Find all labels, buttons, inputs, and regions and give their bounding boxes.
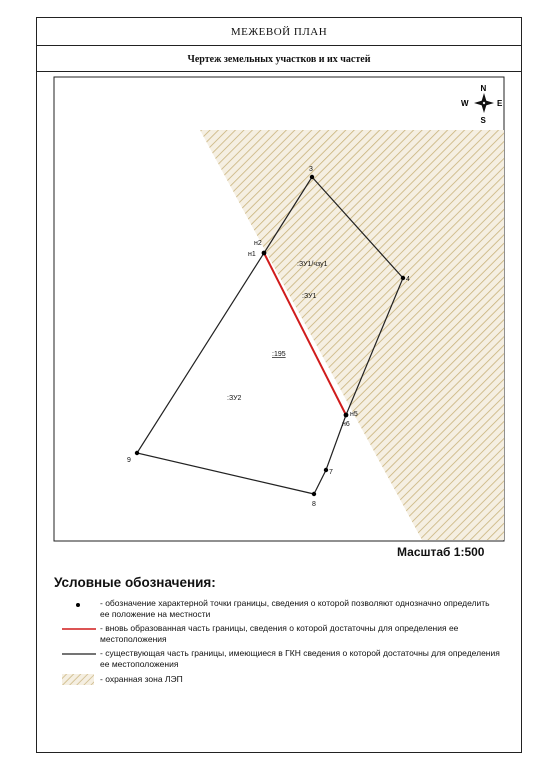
point-label-7: 7 — [329, 469, 333, 476]
parcel-label-zu1-chzu1: :ЗУ1/чзу1 — [297, 261, 328, 268]
compass-n: N — [480, 84, 487, 93]
legend-text-black-line: - существующая часть границы, имеющиеся в ГКН сведения о которой достаточны для определения ее местоположения — [100, 648, 500, 669]
point-7 — [324, 468, 328, 472]
point-label-n6: н6 — [342, 421, 350, 428]
legend-item-red-line — [60, 623, 500, 647]
legend-hatch-icon — [60, 673, 96, 687]
parcel-label-zu2: :ЗУ2 — [227, 395, 242, 402]
point-label-n2: н2 — [254, 240, 262, 247]
legend-red-line-icon — [60, 623, 96, 645]
legend-item-black-line — [60, 648, 500, 672]
point-label-n1: н1 — [248, 251, 256, 258]
point-n1-n2 — [262, 251, 267, 256]
point-9 — [135, 451, 139, 455]
legend-text-hatch: - охранная зона ЛЭП — [100, 674, 183, 684]
scale-label: Масштаб 1:500 — [397, 545, 485, 559]
point-label-3: 3 — [309, 166, 313, 173]
legend-item-hatch — [60, 673, 500, 689]
compass-s: S — [480, 116, 486, 125]
compass-w: W — [461, 99, 469, 108]
parcel-label-zu1: :ЗУ1 — [302, 293, 317, 300]
point-label-9: 9 — [127, 457, 131, 464]
legend-text-red-line: - вновь образованная часть границы, сведения о которой достаточны для определения ее местоположения — [100, 623, 459, 644]
sheet-title: МЕЖЕВОЙ ПЛАН — [36, 17, 522, 46]
legend-black-line-icon — [60, 648, 96, 670]
point-label-n5: н5 — [350, 411, 358, 418]
sheet-subtitle: Чертеж земельных участков и их частей — [36, 45, 522, 72]
point-3 — [310, 175, 314, 179]
compass-rose-icon — [461, 84, 503, 125]
legend-text-point: - обозначение характерной точки границы, сведения о которой позволяют однозначно определить ее положение на местности — [100, 598, 490, 619]
point-label-8: 8 — [312, 501, 316, 508]
point-4 — [401, 276, 405, 280]
point-label-4: 4 — [406, 276, 410, 283]
compass-e: E — [497, 99, 503, 108]
point-8 — [312, 492, 316, 496]
legend-title: Условные обозначения: — [54, 575, 216, 590]
parcel-label-195: :195 — [272, 351, 286, 358]
legend-point-icon — [60, 598, 96, 620]
point-n5-n6 — [344, 413, 349, 418]
legend-item-point — [60, 598, 500, 622]
